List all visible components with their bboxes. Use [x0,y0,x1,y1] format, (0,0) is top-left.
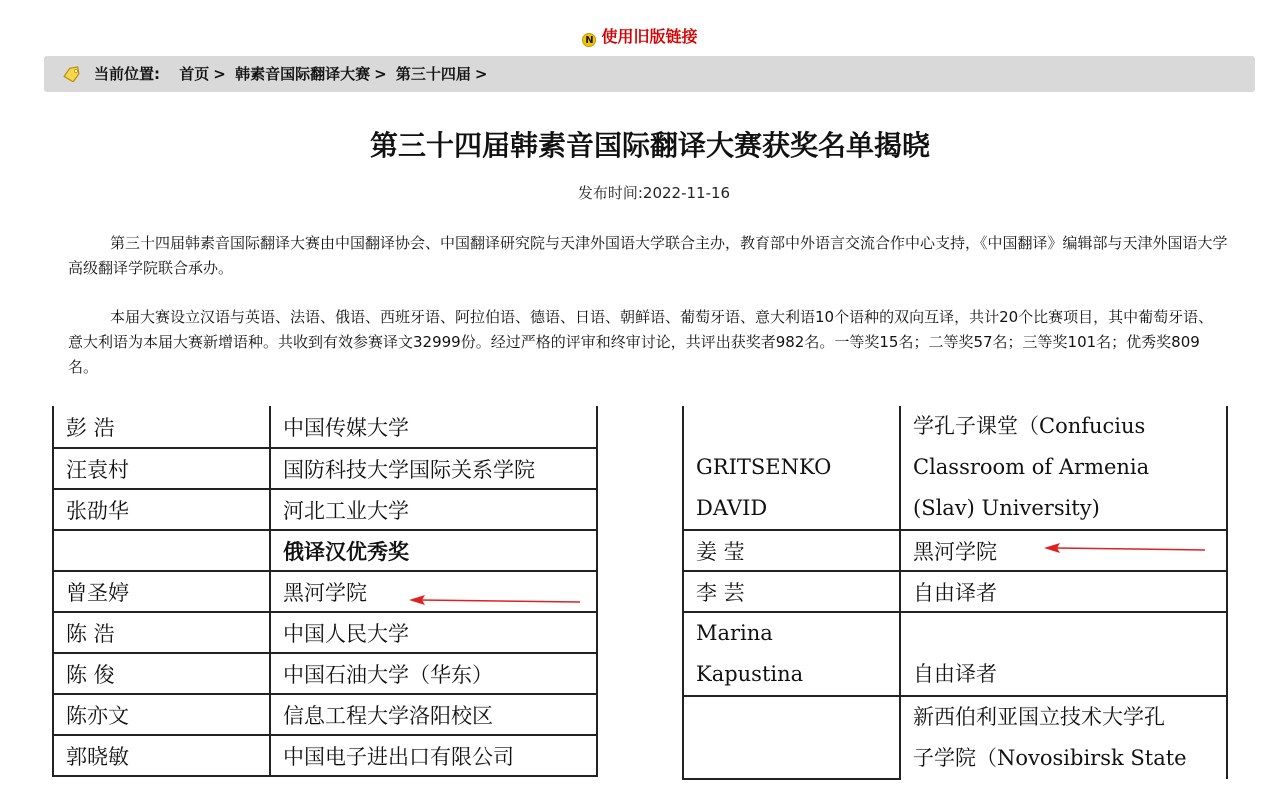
breadcrumb-prefix: 当前位置: [94,65,160,83]
tag-icon [62,66,82,82]
award-category-heading: 俄译汉优秀奖 [270,530,597,571]
winner-name: 姜 莹 [683,530,900,571]
winner-name [683,696,900,779]
winner-name [683,612,900,696]
winner-organization: 中国石油大学（华东） [270,653,597,694]
breadcrumb-competition[interactable]: 韩素音国际翻译大赛 [235,65,371,83]
table-row [683,612,1227,696]
old-version-link-label: 使用旧版链接 [601,27,698,46]
table-row [53,735,597,776]
winner-name: 陈 俊 [53,653,270,694]
winner-name [53,530,270,571]
winner-organization-text: 学孔子课堂（Confucius Classroom of Armenia (Slav) University) [913,414,1150,520]
publish-time: 发布时间:2022-11-16 [577,184,731,202]
winner-name: 张劭华 [53,489,270,530]
winner-name-text: GRITSENKO DAVID [696,455,832,520]
breadcrumb [44,56,1255,92]
award-table-left [52,406,598,777]
table-row [53,406,597,448]
table-row [53,694,597,735]
table-row [53,530,597,571]
breadcrumb-separator: > [474,65,488,83]
winner-organization: 中国传媒大学 [270,406,597,448]
winner-organization: 黑河学院 [270,571,597,612]
table-row [53,653,597,694]
winner-organization: 自由译者 [900,571,1227,612]
n-badge-icon: N [582,33,596,47]
table-row [53,571,597,612]
breadcrumb-separator: > [213,65,226,83]
winner-organization [900,696,1227,779]
breadcrumb-edition[interactable]: 第三十四届 [395,65,471,83]
winner-organization: 国防科技大学国际关系学院 [270,448,597,489]
table-row [53,448,597,489]
winner-name: 彭 浩 [53,406,270,448]
award-table-right [682,406,1228,780]
winner-organization: 河北工业大学 [270,489,597,530]
winner-name [683,406,900,530]
winner-name: 李 芸 [683,571,900,612]
winner-organization [900,612,1227,696]
breadcrumb-home[interactable]: 首页 [179,65,210,83]
winner-organization: 信息工程大学洛阳校区 [270,694,597,735]
winner-organization-text: 新西伯利亚国立技术大学孔 子学院（Novosibirsk State [913,705,1187,770]
winner-name: 郭晓敏 [53,735,270,776]
winner-organization: 中国电子进出口有限公司 [270,735,597,776]
table-row [53,489,597,530]
table-row [683,571,1227,612]
winner-name: 曾圣婷 [53,571,270,612]
winner-organization [900,406,1227,530]
old-version-bar [0,26,1280,48]
table-row [53,612,597,653]
winner-name: 汪袁村 [53,448,270,489]
table-row [683,530,1227,571]
winner-name: 陈亦文 [53,694,270,735]
table-row [683,406,1227,530]
article-title: 第三十四届韩素音国际翻译大赛获奖名单揭晓 [369,129,930,162]
table-row [683,696,1227,779]
winner-organization: 中国人民大学 [270,612,597,653]
old-version-link[interactable] [582,27,697,46]
article-paragraph-1: 第三十四届韩素音国际翻译大赛由中国翻译协会、中国翻译研究院与天津外国语大学联合主办，教育部中外语言交流合作中心支持，《中国翻译》编辑部与天津外国语大学高级翻译学院联合承办。 [68,234,1228,277]
winner-organization: 黑河学院 [900,530,1227,571]
winner-name: 陈 浩 [53,612,270,653]
breadcrumb-separator: > [374,65,387,83]
article-paragraph-2: 本届大赛设立汉语与英语、法语、俄语、西班牙语、阿拉伯语、德语、日语、朝鲜语、葡萄牙语、意大利语10个语种的双向互译，共计20个比赛项目，其中葡萄牙语、意大利语为本届大赛新增语种。共收到有效参赛译文32999份。经过严格的评审和终审讨论，共评出获奖者982名。一等奖15名；二等奖57名；三等奖101名；优秀奖809名。 [68,308,1214,376]
winner-organization-text: 自由译者 [913,662,997,686]
winner-name-text: Marina Kapustina [696,621,804,686]
